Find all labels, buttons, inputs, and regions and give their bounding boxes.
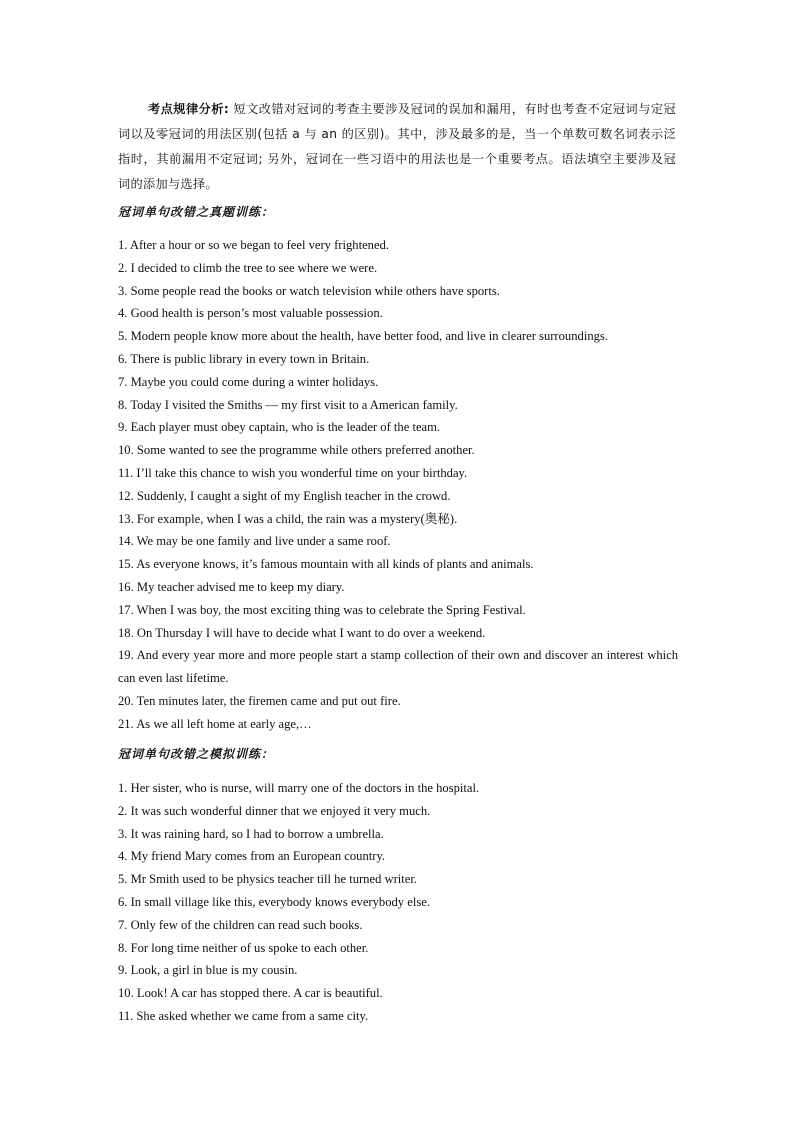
list-item: 15. As everyone knows, it’s famous mountain with all kinds of plants and animals. <box>118 557 534 572</box>
section-heading-mock: 冠词单句改错之模拟训练： <box>118 747 275 761</box>
list-item: 18. On Thursday I will have to decide what I want to do over a weekend. <box>118 625 486 640</box>
list-item: 5. Mr Smith used to be physics teacher till he turned writer. <box>118 872 418 887</box>
list-item: 7. Only few of the children can read such books. <box>118 917 363 932</box>
list-item: 13. For example, when I was a child, the rain was a mystery(奥秘). <box>118 511 458 526</box>
list-item: 3. Some people read the books or watch television while others have sports. <box>118 283 500 298</box>
list-item: 6. In small village like this, everybody knows everybody else. <box>118 894 430 909</box>
exercise-list-real-exam <box>118 234 678 736</box>
intro-paragraph <box>118 97 676 197</box>
list-item: 9. Look, a girl in blue is my cousin. <box>118 963 298 978</box>
exercise-list-mock <box>118 777 678 1028</box>
list-item: 10. Some wanted to see the programme while others preferred another. <box>118 443 475 458</box>
list-item: 2. It was such wonderful dinner that we enjoyed it very much. <box>118 803 431 818</box>
intro-lead: 考点规律分析: <box>148 102 230 116</box>
list-item: 4. My friend Mary comes from an European country. <box>118 849 386 864</box>
list-item: 14. We may be one family and live under a same roof. <box>118 534 391 549</box>
list-item: 21. As we all left home at early age,… <box>118 716 312 731</box>
list-item: 1. After a hour or so we began to feel very frightened. <box>118 238 390 252</box>
list-item: 6. There is public library in every town in Britain. <box>118 351 370 366</box>
section-heading-real-exam: 冠词单句改错之真题训练： <box>118 205 275 219</box>
list-item: 12. Suddenly, I caught a sight of my English teacher in the crowd. <box>118 488 451 503</box>
list-item: 9. Each player must obey captain, who is the leader of the team. <box>118 420 441 435</box>
list-item: 3. It was raining hard, so I had to borrow a umbrella. <box>118 826 384 841</box>
list-item: 16. My teacher advised me to keep my diary. <box>118 579 345 594</box>
list-item: 20. Ten minutes later, the firemen came and put out fire. <box>118 693 401 708</box>
list-item: 4. Good health is person’s most valuable possession. <box>118 306 383 321</box>
intro-body: 短文改错对冠词的考查主要涉及冠词的误加和漏用，有时也考查不定冠词与定冠词以及零冠词的用法区别(包括 a 与 an 的区别)。其中，涉及最多的是，当一个单数可数名词表示泛指时，其前漏用不定冠词; 另外，冠词在一些习语中的用法也是一个重要考点。语法填空主要涉及冠词的添加与选择。 <box>118 102 676 191</box>
list-item: 17. When I was boy, the most exciting thing was to celebrate the Spring Festival. <box>118 602 526 617</box>
list-item: 7. Maybe you could come during a winter holidays. <box>118 374 379 389</box>
list-item: 19. And every year more and more people start a stamp collection of their own and discover an interest which can even last lifetime. <box>118 648 678 686</box>
list-item: 8. For long time neither of us spoke to each other. <box>118 940 369 955</box>
list-item: 8. Today I visited the Smiths — my first visit to a American family. <box>118 397 458 412</box>
list-item: 10. Look! A car has stopped there. A car is beautiful. <box>118 986 383 1001</box>
list-item: 1. Her sister, who is nurse, will marry one of the doctors in the hospital. <box>118 781 480 795</box>
list-item: 2. I decided to climb the tree to see where we were. <box>118 260 378 275</box>
list-item: 11. She asked whether we came from a same city. <box>118 1008 369 1023</box>
list-item: 5. Modern people know more about the health, have better food, and live in clearer surroundings. <box>118 329 608 344</box>
list-item: 11. I’ll take this chance to wish you wonderful time on your birthday. <box>118 465 468 480</box>
